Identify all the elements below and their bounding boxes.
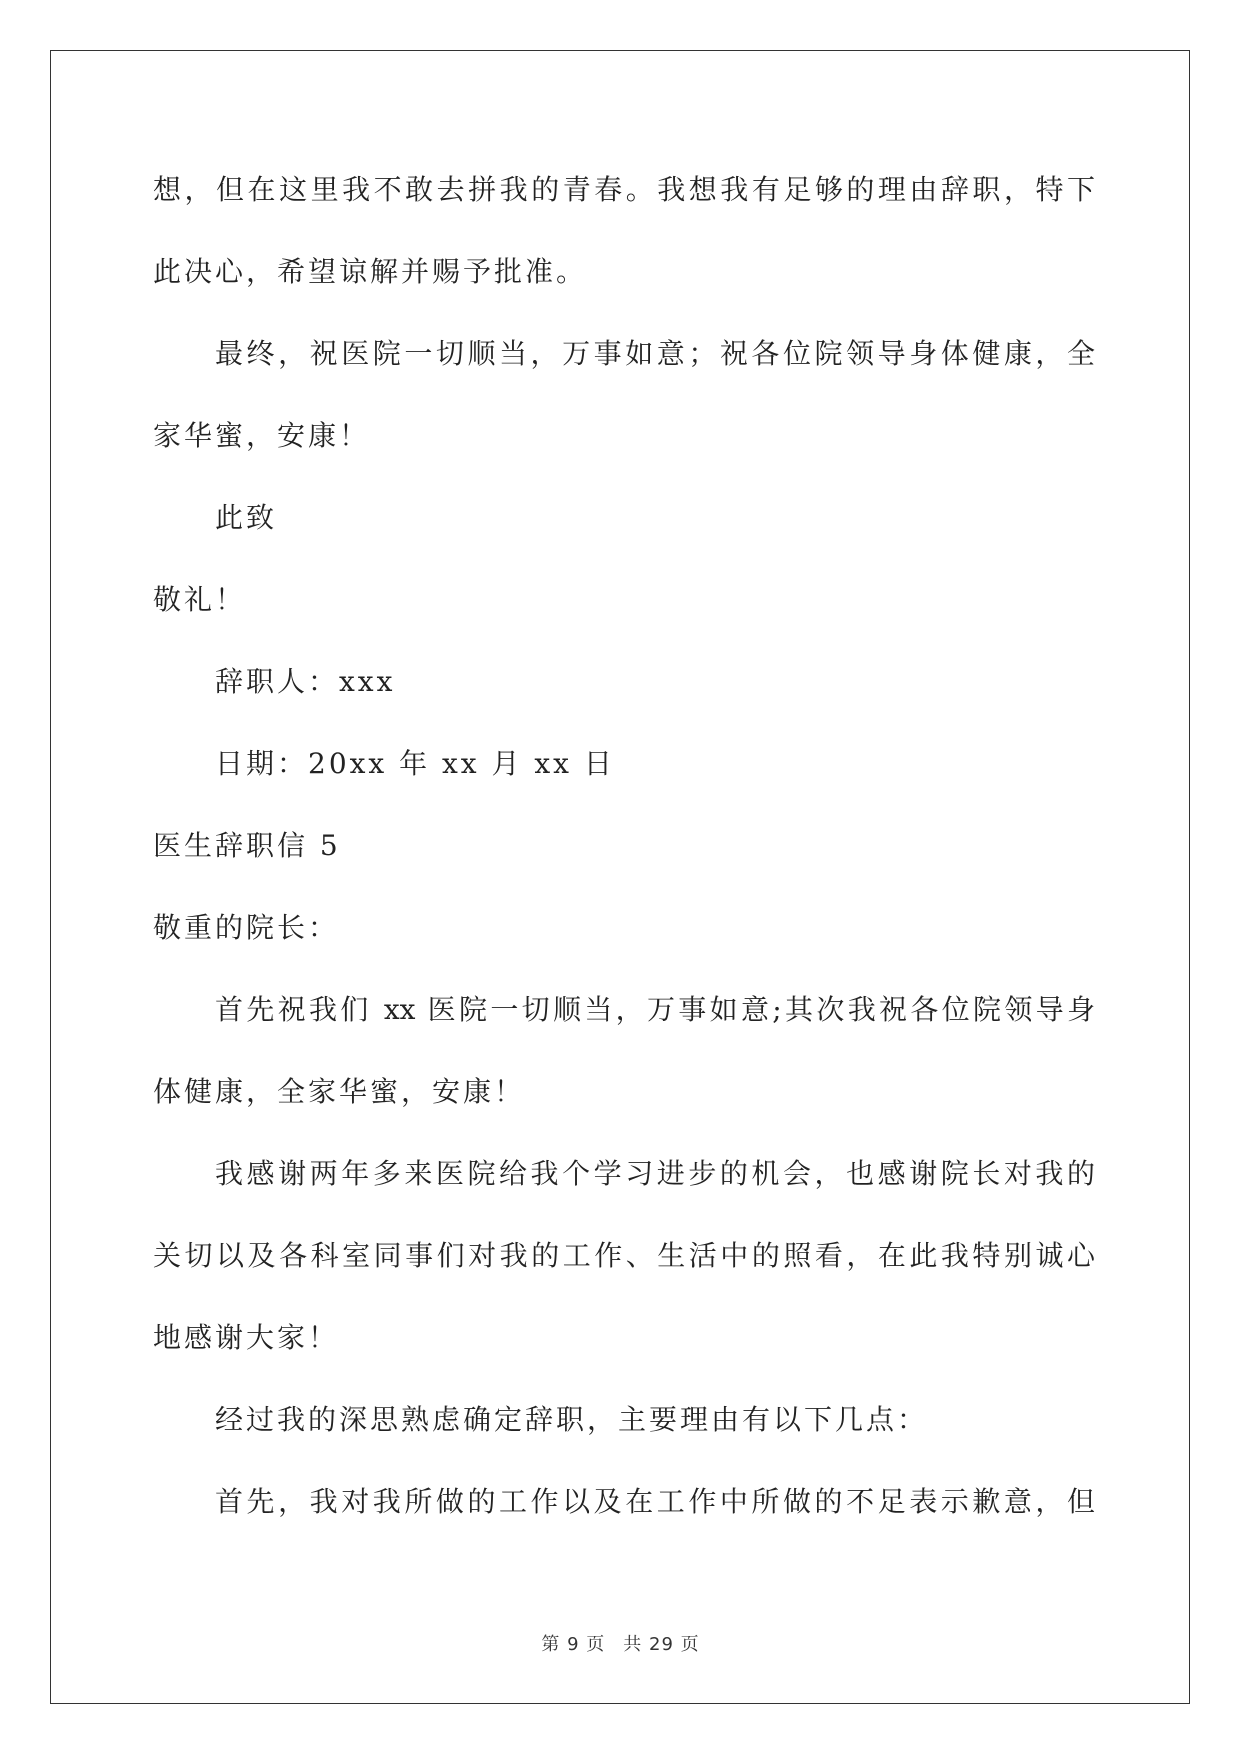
paragraph-line: 经过我的深思熟虑确定辞职，主要理由有以下几点： xyxy=(215,1403,929,1436)
signature-line: 辞职人：xxx xyxy=(215,665,396,698)
page-number-total: 共 29 页 xyxy=(623,1634,700,1655)
paragraph-line: 体健康，全家华蜜，安康！ xyxy=(153,1075,526,1108)
paragraph-line: 关切以及各科室同事们对我的工作、生活中的照看，在此我特别诚心 xyxy=(153,1239,1095,1272)
closing-salutation: 此致 xyxy=(215,501,278,534)
paragraph-line: 家华蜜，安康！ xyxy=(153,419,371,452)
paragraph-line: 我感谢两年多来医院给我个学习进步的机会，也感谢院长对我的 xyxy=(215,1157,1095,1190)
section-title: 医生辞职信 5 xyxy=(153,829,341,862)
paragraph-line: 地感谢大家！ xyxy=(153,1321,340,1354)
date-line: 日期：20xx 年 xx 月 xx 日 xyxy=(215,747,615,780)
paragraph-line: 首先，我对我所做的工作以及在工作中所做的不足表示歉意，但 xyxy=(215,1485,1095,1518)
paragraph-line: 最终，祝医院一切顺当，万事如意；祝各位院领导身体健康，全 xyxy=(215,337,1095,370)
closing-regards: 敬礼！ xyxy=(153,583,247,616)
page-number-current: 第 9 页 xyxy=(541,1634,606,1655)
page-footer xyxy=(0,1630,1241,1656)
paragraph-line: 首先祝我们 xx 医院一切顺当，万事如意;其次我祝各位院领导身 xyxy=(215,993,1095,1026)
paragraph-line: 想，但在这里我不敢去拼我的青春。我想我有足够的理由辞职，特下 xyxy=(153,173,1095,206)
page-border xyxy=(50,50,1190,1704)
letter-greeting: 敬重的院长： xyxy=(153,911,340,944)
paragraph-line: 此决心，希望谅解并赐予批准。 xyxy=(153,255,588,288)
